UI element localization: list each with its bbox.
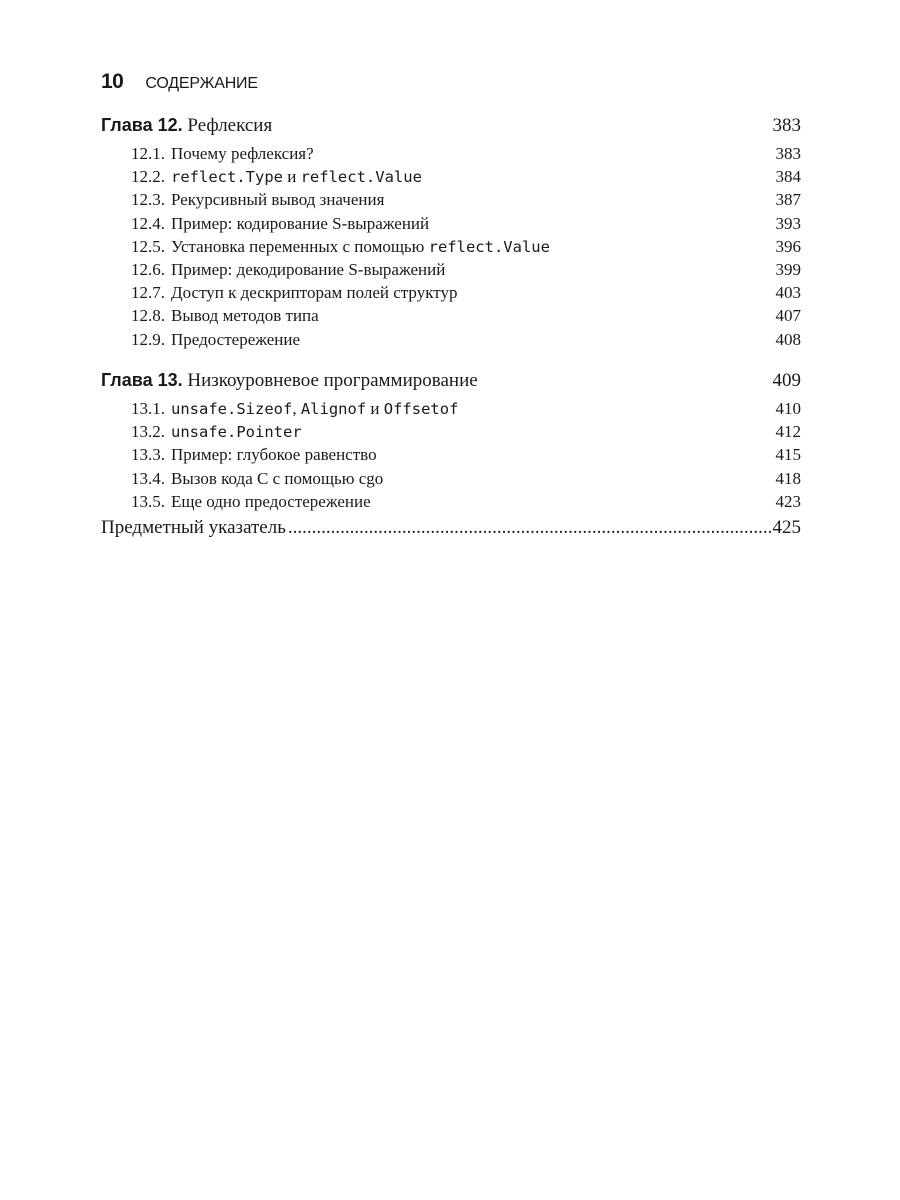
section-entry[interactable] [101,330,801,350]
section-text: Вызов кода C с помощью cgo [171,468,384,488]
chapter-page-number: 409 [772,370,801,391]
section-title [101,144,761,164]
section-entry[interactable] [101,445,801,465]
chapter-title [101,115,761,137]
section-number: 13.4. [131,468,165,488]
chapter-name: Низкоуровневое программирование [187,370,478,391]
section-text: , [292,399,301,418]
section-page-number: 412 [775,422,801,442]
code-identifier: unsafe.Pointer [171,423,302,442]
chapter-name: Рефлексия [187,115,273,136]
code-identifier: Alignof [300,400,367,418]
section-number: 12.5. [131,236,165,256]
section-number: 12.2. [131,167,165,187]
chapter-label: Глава 12. [101,115,183,135]
index-title: Предметный указатель [101,517,286,538]
section-title [101,237,761,257]
section-number: 12.1. [131,144,165,163]
section-entry[interactable] [101,167,801,187]
section-title [101,306,761,326]
section-text: Еще одно предостережение [171,491,371,511]
running-title: СОДЕРЖАНИЕ [145,75,258,92]
section-entry[interactable] [101,306,801,326]
section-number: 12.7. [131,283,165,303]
section-entry[interactable] [101,469,801,489]
chapter-title [101,370,761,392]
section-entry[interactable] [101,144,801,164]
section-page-number: 383 [775,144,801,163]
section-text: Доступ к дескрипторам полей структур [171,283,458,303]
code-identifier: reflect.Value [300,168,422,187]
section-text: Рекурсивный вывод значения [171,190,385,210]
code-identifier: reflect.Type [171,168,283,187]
chapter-page-number: 383 [772,115,801,136]
section-page-number: 384 [775,167,801,187]
chapter-heading[interactable] [101,115,801,137]
code-identifier: reflect.Value [428,237,550,256]
section-title [101,445,761,465]
section-title [101,167,761,187]
section-number: 12.9. [131,329,165,349]
section-page-number: 408 [775,329,801,349]
section-number: 13.5. [131,491,165,511]
section-entry[interactable] [101,492,801,512]
code-identifier: Offsetof [383,400,459,418]
code-identifier: unsafe.Sizeof [171,400,293,418]
section-number: 12.3. [131,190,165,210]
section-text: и [282,167,301,187]
section-title [101,330,761,350]
section-page-number: 407 [775,306,801,326]
section-text: Пример: кодирование S-выражений [171,213,430,233]
section-page-number: 410 [775,399,801,418]
page-number: 10 [101,70,124,93]
section-page-number: 403 [775,283,801,303]
section-title [101,214,761,234]
section-title [101,492,761,512]
section-number: 12.6. [131,260,165,279]
section-page-number: 387 [775,190,801,210]
section-entry[interactable] [101,214,801,234]
section-number: 12.4. [131,213,165,233]
section-number: 13.2. [131,422,165,442]
chapter-heading[interactable] [101,370,801,392]
section-page-number: 418 [775,468,801,488]
section-title [101,469,761,489]
section-text: Почему рефлексия? [171,144,314,163]
section-page-number: 423 [775,491,801,511]
section-text: и [366,399,384,418]
section-text: Пример: декодирование S-выражений [171,260,446,279]
section-entry[interactable] [101,399,801,419]
section-entry[interactable] [101,422,801,442]
section-text: Вывод методов типа [171,306,319,326]
section-page-number: 415 [775,445,801,465]
section-title [101,260,761,280]
section-number: 13.3. [131,445,165,465]
section-number: 13.1. [131,399,165,418]
section-entry[interactable] [101,260,801,280]
section-title [101,283,761,303]
section-entry[interactable] [101,237,801,257]
section-title [101,399,761,419]
section-title [101,190,761,210]
section-entry[interactable] [101,190,801,210]
section-text: Предостережение [171,329,301,349]
section-title [101,422,761,442]
index-page-number: 425 [772,517,801,538]
running-head [101,70,258,100]
section-page-number: 399 [775,260,801,279]
section-text: Пример: глубокое равенство [171,445,377,465]
section-page-number: 393 [775,213,801,233]
index-entry[interactable] [101,517,801,539]
section-page-number: 396 [775,236,801,256]
dot-leader [288,517,771,539]
section-entry[interactable] [101,283,801,303]
chapter-label: Глава 13. [101,370,183,390]
section-number: 12.8. [131,306,165,326]
section-text: Установка переменных с помощью [171,236,429,256]
